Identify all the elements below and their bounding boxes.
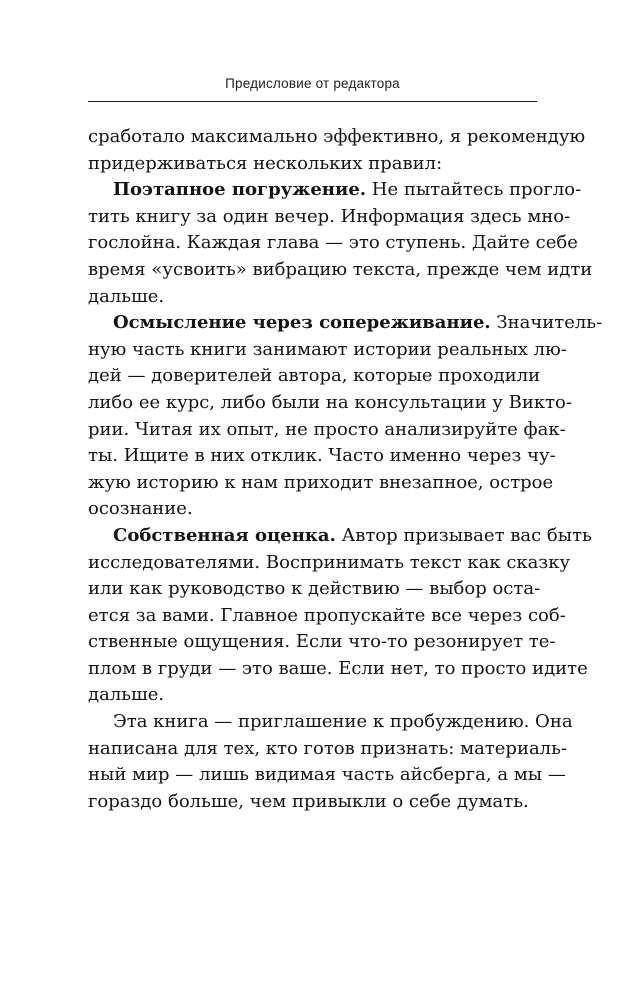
text-line: рии. Читая их опыт, не просто анализируйте фак- [88, 418, 566, 440]
running-head: Предисловие от редактора [225, 76, 400, 91]
paragraph-lead: Поэтапное погружение. [113, 179, 367, 201]
text-line: дальше. [88, 285, 165, 307]
text-line: либо ее курс, либо были на консультации у Викто- [88, 391, 572, 413]
text-line: исследователями. Воспринимать текст как сказку [88, 551, 571, 573]
text-line: дальше. [88, 684, 165, 706]
text-line: осознание. [88, 498, 193, 520]
text-line: ется за вами. Главное пропускайте все через соб- [88, 604, 566, 626]
text-line: или как руководство к действию — выбор оста- [88, 578, 541, 600]
text-line: придерживаться нескольких правил: [88, 152, 443, 174]
text-line: ный мир — лишь видимая часть айсберга, а мы — [88, 764, 566, 786]
paragraph-lead: Осмысление через сопереживание. [113, 312, 491, 334]
body-text [88, 124, 603, 815]
text-line: ную часть книги занимают истории реальных лю- [88, 338, 567, 360]
text-line: время «усвоить» вибрацию текста, прежде чем идти [88, 258, 593, 280]
text-line: гослойна. Каждая глава — это ступень. Дайте себе [88, 232, 578, 254]
text-line: Поэтапное погружение. Не пытайтесь прогло- [113, 179, 582, 201]
text-line: плом в груди — это ваше. Если нет, то просто идите [88, 657, 588, 679]
text-line: написана для тех, кто готов признать: материаль- [88, 737, 567, 759]
text-line: гораздо больше, чем привыкли о себе думать. [88, 790, 529, 812]
header-rule [88, 101, 537, 102]
text-line: Эта книга — приглашение к пробуждению. Она [113, 711, 573, 733]
text-line: Собственная оценка. Автор призывает вас быть [113, 524, 592, 546]
text-line: ты. Ищите в них отклик. Часто именно через чу- [88, 445, 556, 467]
text-line: тить книгу за один вечер. Информация здесь мно- [88, 205, 571, 227]
text-line: ственные ощущения. Если что-то резонирует те- [88, 631, 556, 653]
paragraph-lead: Собственная оценка. [113, 524, 336, 546]
text-line: жую историю к нам приходит внезапное, острое [88, 471, 554, 493]
text-line: дей — доверителей автора, которые проходили [88, 365, 541, 387]
text-line: Осмысление через сопереживание. Значитель- [113, 312, 603, 334]
text-line: сработало максимально эффективно, я рекомендую [88, 126, 586, 147]
